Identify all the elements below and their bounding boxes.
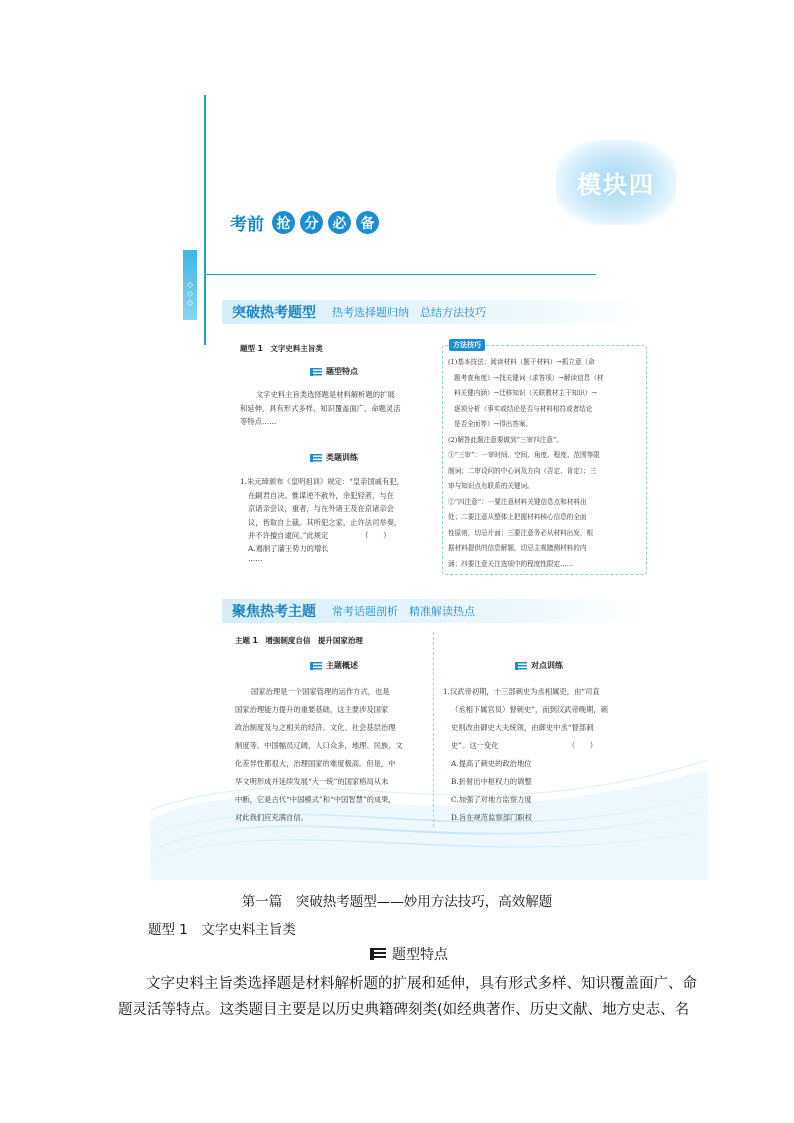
list-icon <box>310 662 322 670</box>
method-line: (1)基本技法：阅读材料（题干材料）→抓立意（命 <box>448 358 595 366</box>
feature-heading <box>370 944 448 964</box>
overview-line: 制度等。中国幅员辽阔，人口众多，地理、民族、文 <box>235 741 403 750</box>
method-line: 涵；四要注意关注选项中的程度性限定…… <box>448 559 574 568</box>
banner-circle: 分 <box>300 211 323 234</box>
question-line: 议，皆取自上裁。其所犯之家，止许法司举奏， <box>248 517 402 527</box>
overview-line: 国家治理能力提升的重要基础，这主要涉及国家 <box>235 705 389 714</box>
question-option: A.提高了刺史的政治地位 <box>451 759 532 768</box>
question-line: 1.汉武帝初期，十三部刺史为丞相属吏，由“司直 <box>443 687 600 696</box>
features-line: 和延伸，具有形式多样、知识覆盖面广、命题灵活 <box>240 403 401 413</box>
overview-line: 对此我们应充满自信。 <box>235 813 308 822</box>
training-head-label: 类题训练 <box>326 453 358 462</box>
features-head-label: 题型特点 <box>326 367 358 376</box>
topic-question <box>443 683 648 827</box>
method-line: ②“四注意”：一要注意材料关键信息点和材料出 <box>448 497 587 506</box>
type-title: 题型 1 文字史料主旨类 <box>240 344 323 353</box>
method-line: 制词；二审设问的中心词及方向（否定、肯定）；三 <box>448 466 597 475</box>
question-line: （丞相下属官员）督刺史”，而到汉武帝晚期，刺 <box>451 705 608 714</box>
method-line: 料关键内涵）→迁移知识（关联教材主干知识）→ <box>454 389 597 397</box>
body-paragraph-line: 题灵活等特点。这类题目主要是以历史典籍碑刻类(如经典著作、历史文献、地方史志、名 <box>118 1002 690 1018</box>
chapter-heading: 第一篇 突破热考题型——妙用方法技巧，高效解题 <box>241 894 553 910</box>
question-option: C.加强了对地方监察力度 <box>451 795 532 804</box>
question-option: D.旨在规范监察部门职权 <box>451 813 532 822</box>
question-line: 并不许擅自逮问。”此规定 （ ） <box>248 531 391 540</box>
module-badge-text: 模块四 <box>577 170 655 199</box>
question-block <box>240 475 440 563</box>
list-icon <box>370 948 386 960</box>
overview-line: 政治制度及与之相关的经济、文化、社会基层治理 <box>235 723 396 732</box>
features-text <box>240 388 430 429</box>
overview-line: 化差异性都很大，治理国家的难度极高。但是，中 <box>235 759 396 768</box>
column-divider <box>433 632 435 827</box>
method-line: ①“三审”：一审时间、空间、角度、程度、范围等限 <box>448 451 600 459</box>
question-option: A.遏制了藩王势力的增长 <box>248 543 329 553</box>
list-icon <box>310 368 322 376</box>
method-line: 是否全面等）→得出答案。 <box>454 420 533 428</box>
banner <box>230 210 379 235</box>
method-line: 处；二要注意从整体上把握材料核心信息的全面 <box>448 513 587 521</box>
method-line: 逐项分析（事实或结论是否与材料相符或者结论 <box>454 404 593 413</box>
overview-line: 中断，它是古代“中国模式”和“中国智慧”的成果， <box>235 795 396 804</box>
section-title: 聚焦热考主题 <box>232 604 316 620</box>
overview-head <box>310 660 358 671</box>
method-line: 审与知识点有联系的关键词。 <box>448 482 534 490</box>
section-subtitle: 常考话题剖析 精准解读热点 <box>332 605 475 618</box>
banner-circle: 抢 <box>272 211 295 234</box>
header-rule <box>206 274 596 275</box>
overview-line: 国家治理是一个国家管理的运作方式，也是 <box>251 687 390 696</box>
question-line: 京诸亲会议，重者，与在外诸王及在京诸亲会 <box>248 504 394 513</box>
list-icon <box>515 662 527 670</box>
banner-circle: 备 <box>356 211 379 234</box>
method-line: 据材料提供的信息解题，切忌主观臆测材料的内 <box>448 544 587 552</box>
training-head-label: 对点训练 <box>531 661 563 670</box>
section-header-2 <box>222 599 646 623</box>
features-head <box>310 366 358 377</box>
feature-heading-label: 题型特点 <box>392 947 448 963</box>
section-subtitle: 热考选择题归纳 总结方法技巧 <box>332 306 486 319</box>
method-tag: 方法技巧 <box>449 339 485 351</box>
chevron-down-icon: ◇ ◇ ◇ <box>186 280 194 307</box>
vertical-rule <box>204 95 206 345</box>
module-badge <box>556 140 676 225</box>
question-option: B.折射出中枢权力的调整 <box>451 777 532 786</box>
body-paragraph-line: 文字史料主旨类选择题是材料解析题的扩展和延伸，具有形式多样、知识覆盖面广、命 <box>146 976 697 992</box>
training-head <box>310 452 358 463</box>
question-line: 1.朱元璋颁布《皇明祖训》规定：“皇亲国戚有犯， <box>240 477 404 486</box>
question-line: …… <box>248 553 263 563</box>
training-head-2 <box>515 660 563 671</box>
method-text <box>448 355 648 572</box>
list-icon <box>310 454 322 462</box>
method-line: 性原则，切忌片面；三要注意务必从材料出发，根 <box>448 528 594 537</box>
method-line: 题考查角度）→找关键词（求答项）→解读信息（材 <box>454 373 604 382</box>
question-line: 在嗣君自决。惟谋逆不赦外，余犯轻者，与在 <box>248 490 394 500</box>
question-line: 史则改由御史大夫统领，由御史中丞“督部刺 <box>451 723 594 732</box>
overview-head-label: 主题概述 <box>326 661 358 670</box>
question-line: 史”。这一变化 （ ） <box>451 741 598 750</box>
features-line: 文字史料主旨类选择题是材料解析题的扩展 <box>256 390 395 399</box>
banner-circle: 必 <box>328 211 351 234</box>
overview-line: 华文明形成并延续发展“大一统”的国家格局从未 <box>235 777 389 786</box>
section-title: 突破热考题型 <box>232 305 316 321</box>
overview-text <box>235 683 433 827</box>
method-line: (2)解答此题注意要做到“三审四注意”。 <box>448 435 563 444</box>
features-line: 等特点…… <box>240 417 277 426</box>
section-header-1 <box>222 300 646 324</box>
type-title-body: 题型 1 文字史料主旨类 <box>148 922 296 938</box>
banner-label: 考前 <box>230 215 264 235</box>
topic-title: 主题 1 增强制度自信 提升国家治理 <box>235 636 363 645</box>
